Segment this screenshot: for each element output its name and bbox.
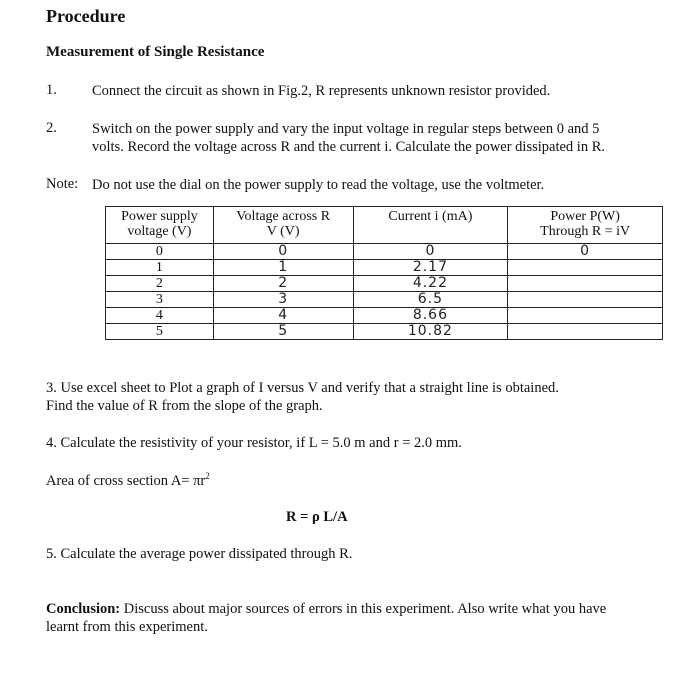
- step-3-line-2: Find the value of R from the slope of the graph.: [46, 398, 323, 414]
- page-title: Procedure: [46, 6, 126, 26]
- voltage-r-cell: 2: [213, 276, 353, 292]
- measurement-table: [105, 206, 663, 340]
- power-cell: [508, 260, 663, 276]
- current-cell: 0: [353, 244, 508, 260]
- current-cell: 4.22: [353, 276, 508, 292]
- header-voltage-across-r: Voltage across R V (V): [213, 207, 353, 244]
- table-row: [106, 276, 663, 292]
- supply-voltage-cell: 0: [106, 244, 214, 260]
- power-cell: [508, 276, 663, 292]
- resistance-formula: R = ρ L/A: [286, 509, 348, 525]
- current-cell: 8.66: [353, 308, 508, 324]
- table-row: [106, 308, 663, 324]
- step-2-line-1: Switch on the power supply and vary the input voltage in regular steps between 0 and 5: [92, 121, 600, 137]
- conclusion-line-1: Conclusion: Discuss about major sources of errors in this experiment. Also write what you have: [46, 601, 607, 617]
- conclusion-label: Conclusion:: [46, 601, 121, 617]
- power-cell: [508, 324, 663, 340]
- section-title: Measurement of Single Resistance: [46, 44, 265, 60]
- table-header-row: [106, 207, 663, 244]
- header-current: Current i (mA): [353, 207, 508, 244]
- supply-voltage-cell: 1: [106, 260, 214, 276]
- current-cell: 6.5: [353, 292, 508, 308]
- voltage-r-cell: 4: [213, 308, 353, 324]
- note-label: Note:: [46, 176, 79, 192]
- step-1-number: 1.: [46, 82, 57, 98]
- step-2-line-2: volts. Record the voltage across R and the current i. Calculate the power dissipated in R.: [92, 139, 606, 155]
- area-formula: Area of cross section $A= \pi r^2$: [46, 471, 210, 489]
- table-row: [106, 292, 663, 308]
- step-1-text: Connect the circuit as shown in Fig.2, R represents unknown resistor provided.: [92, 83, 551, 99]
- voltage-r-cell: 5: [213, 324, 353, 340]
- table-row: [106, 244, 663, 260]
- header-power-supply-voltage: Power supply voltage (V): [106, 207, 214, 244]
- step-5-text: 5. Calculate the average power dissipated through R.: [46, 546, 353, 562]
- current-cell: 2.17: [353, 260, 508, 276]
- supply-voltage-cell: 2: [106, 276, 214, 292]
- power-cell: 0: [508, 244, 663, 260]
- voltage-r-cell: 1: [213, 260, 353, 276]
- table-row: [106, 260, 663, 276]
- voltage-r-cell: 3: [213, 292, 353, 308]
- power-cell: [508, 292, 663, 308]
- conclusion-line-2: learnt from this experiment.: [46, 619, 208, 635]
- step-2-number: 2.: [46, 120, 57, 136]
- table-row: [106, 324, 663, 340]
- current-cell: 10.82: [353, 324, 508, 340]
- step-4-text: 4. Calculate the resistivity of your resistor, if L = 5.0 m and r = 2.0 mm.: [46, 435, 462, 451]
- voltage-r-cell: 0: [213, 244, 353, 260]
- supply-voltage-cell: 4: [106, 308, 214, 324]
- supply-voltage-cell: 3: [106, 292, 214, 308]
- note-text: Do not use the dial on the power supply to read the voltage, use the voltmeter.: [92, 177, 545, 193]
- supply-voltage-cell: 5: [106, 324, 214, 340]
- power-cell: [508, 308, 663, 324]
- step-3-line-1: 3. Use excel sheet to Plot a graph of I versus V and verify that a straight line is obtained.: [46, 380, 559, 396]
- header-power: Power P(W) Through R = iV: [508, 207, 663, 244]
